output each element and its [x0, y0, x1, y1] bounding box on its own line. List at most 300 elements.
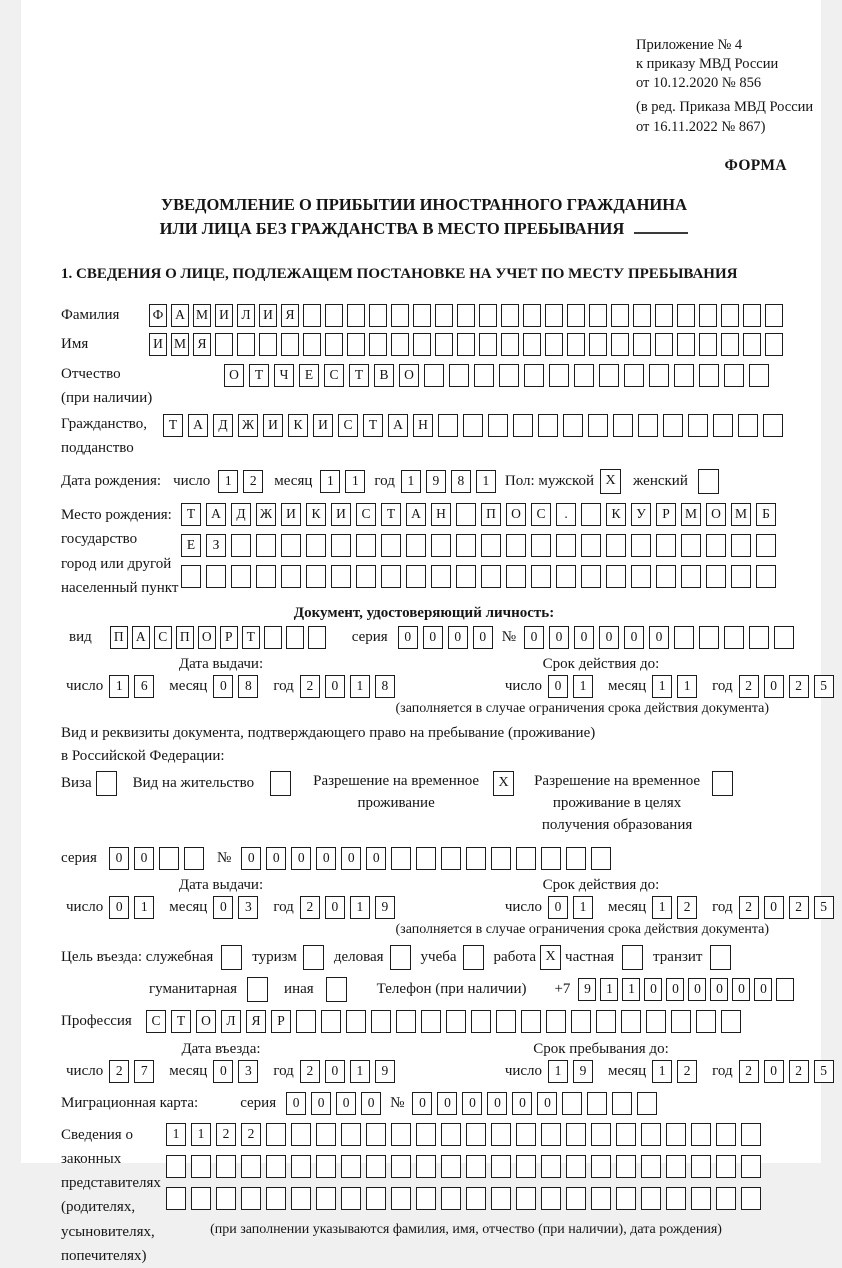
visa-checkbox[interactable] [96, 771, 117, 796]
char-box[interactable] [611, 304, 629, 327]
char-box[interactable]: И [281, 503, 301, 526]
char-box[interactable]: 1 [573, 896, 593, 919]
char-box[interactable] [666, 1123, 686, 1146]
char-box[interactable]: Т [242, 626, 260, 649]
char-box[interactable]: К [306, 503, 326, 526]
char-box[interactable] [356, 565, 376, 588]
char-box[interactable] [446, 1010, 466, 1033]
char-box[interactable]: 1 [476, 470, 496, 493]
char-box[interactable] [641, 1187, 661, 1210]
char-box[interactable] [599, 364, 619, 387]
char-box[interactable] [587, 1092, 607, 1115]
char-box[interactable] [256, 534, 276, 557]
char-box[interactable]: 2 [677, 896, 697, 919]
char-box[interactable]: 1 [350, 1060, 370, 1083]
char-box[interactable] [369, 304, 387, 327]
char-box[interactable]: 0 [649, 626, 669, 649]
char-box[interactable] [638, 414, 658, 437]
char-box[interactable] [391, 333, 409, 356]
char-box[interactable]: 0 [325, 1060, 345, 1083]
char-box[interactable]: 0 [644, 978, 662, 1001]
char-box[interactable]: 0 [412, 1092, 432, 1115]
char-box[interactable]: 0 [524, 626, 544, 649]
char-box[interactable]: 1 [345, 470, 365, 493]
char-box[interactable] [316, 1187, 336, 1210]
char-box[interactable] [756, 565, 776, 588]
char-box[interactable]: 0 [398, 626, 418, 649]
char-box[interactable] [181, 565, 201, 588]
char-box[interactable]: 1 [320, 470, 340, 493]
char-box[interactable] [616, 1187, 636, 1210]
char-box[interactable] [571, 1010, 591, 1033]
char-box[interactable]: 9 [375, 1060, 395, 1083]
char-box[interactable]: И [259, 304, 277, 327]
char-box[interactable] [457, 333, 475, 356]
char-box[interactable]: 9 [573, 1060, 593, 1083]
char-box[interactable] [699, 304, 717, 327]
char-box[interactable]: 2 [739, 675, 759, 698]
char-box[interactable]: П [110, 626, 128, 649]
char-box[interactable] [574, 364, 594, 387]
char-box[interactable]: У [631, 503, 651, 526]
char-box[interactable]: Я [246, 1010, 266, 1033]
char-box[interactable]: Т [181, 503, 201, 526]
char-box[interactable]: 2 [241, 1123, 261, 1146]
char-box[interactable] [346, 1010, 366, 1033]
char-box[interactable] [391, 1187, 411, 1210]
char-box[interactable] [633, 333, 651, 356]
char-box[interactable] [281, 565, 301, 588]
char-box[interactable]: И [149, 333, 167, 356]
char-box[interactable] [691, 1123, 711, 1146]
char-box[interactable]: Е [181, 534, 201, 557]
char-box[interactable] [416, 847, 436, 870]
char-box[interactable]: 0 [361, 1092, 381, 1115]
char-box[interactable] [466, 1187, 486, 1210]
char-box[interactable]: 0 [549, 626, 569, 649]
char-box[interactable] [479, 333, 497, 356]
char-box[interactable] [616, 1123, 636, 1146]
char-box[interactable]: 0 [462, 1092, 482, 1115]
char-box[interactable] [541, 1155, 561, 1178]
char-box[interactable] [184, 847, 204, 870]
char-box[interactable]: 2 [300, 1060, 320, 1083]
char-box[interactable] [741, 1155, 761, 1178]
char-box[interactable] [308, 626, 326, 649]
purpose-other-checkbox[interactable] [326, 977, 347, 1002]
char-box[interactable]: Р [656, 503, 676, 526]
char-box[interactable] [716, 1123, 736, 1146]
char-box[interactable]: 0 [710, 978, 728, 1001]
char-box[interactable] [656, 565, 676, 588]
char-box[interactable] [303, 333, 321, 356]
char-box[interactable] [616, 1155, 636, 1178]
char-box[interactable] [259, 333, 277, 356]
char-box[interactable] [721, 333, 739, 356]
char-box[interactable]: 1 [109, 675, 129, 698]
char-box[interactable]: 0 [286, 1092, 306, 1115]
char-box[interactable] [391, 304, 409, 327]
char-box[interactable] [666, 1155, 686, 1178]
char-box[interactable] [631, 565, 651, 588]
char-box[interactable] [681, 565, 701, 588]
char-box[interactable]: 0 [537, 1092, 557, 1115]
temp-residence-checkbox[interactable]: X [493, 771, 514, 796]
char-box[interactable] [441, 847, 461, 870]
char-box[interactable]: 8 [375, 675, 395, 698]
char-box[interactable] [588, 414, 608, 437]
char-box[interactable]: 0 [325, 675, 345, 698]
char-box[interactable]: Д [213, 414, 233, 437]
char-box[interactable]: 0 [291, 847, 311, 870]
char-box[interactable]: 1 [134, 896, 154, 919]
char-box[interactable]: 0 [336, 1092, 356, 1115]
char-box[interactable] [516, 1155, 536, 1178]
char-box[interactable] [191, 1155, 211, 1178]
char-box[interactable] [369, 333, 387, 356]
char-box[interactable] [596, 1010, 616, 1033]
char-box[interactable]: 0 [764, 1060, 784, 1083]
char-box[interactable]: 5 [814, 896, 834, 919]
char-box[interactable] [413, 333, 431, 356]
char-box[interactable]: С [531, 503, 551, 526]
char-box[interactable]: 2 [739, 1060, 759, 1083]
purpose-humanitarian-checkbox[interactable] [247, 977, 268, 1002]
char-box[interactable] [457, 304, 475, 327]
char-box[interactable] [749, 364, 769, 387]
char-box[interactable] [699, 333, 717, 356]
char-box[interactable]: 2 [789, 1060, 809, 1083]
char-box[interactable] [591, 1187, 611, 1210]
char-box[interactable] [356, 534, 376, 557]
char-box[interactable]: 0 [473, 626, 493, 649]
char-box[interactable] [266, 1123, 286, 1146]
char-box[interactable]: Р [271, 1010, 291, 1033]
char-box[interactable] [591, 1123, 611, 1146]
char-box[interactable] [347, 304, 365, 327]
char-box[interactable]: 0 [764, 896, 784, 919]
char-box[interactable] [612, 1092, 632, 1115]
char-box[interactable] [541, 1123, 561, 1146]
char-box[interactable] [516, 847, 536, 870]
char-box[interactable] [624, 364, 644, 387]
char-box[interactable] [671, 1010, 691, 1033]
char-box[interactable]: 0 [599, 626, 619, 649]
char-box[interactable] [215, 333, 233, 356]
purpose-work-checkbox[interactable]: X [540, 945, 561, 970]
char-box[interactable]: 9 [375, 896, 395, 919]
char-box[interactable] [699, 626, 719, 649]
char-box[interactable] [743, 304, 761, 327]
char-box[interactable] [674, 364, 694, 387]
char-box[interactable]: Е [299, 364, 319, 387]
char-box[interactable]: 1 [166, 1123, 186, 1146]
char-box[interactable]: С [356, 503, 376, 526]
char-box[interactable] [488, 414, 508, 437]
char-box[interactable]: О [399, 364, 419, 387]
char-box[interactable]: 0 [448, 626, 468, 649]
char-box[interactable] [516, 1123, 536, 1146]
char-box[interactable] [241, 1155, 261, 1178]
char-box[interactable]: 1 [622, 978, 640, 1001]
char-box[interactable]: И [313, 414, 333, 437]
char-box[interactable] [566, 1155, 586, 1178]
char-box[interactable] [591, 847, 611, 870]
char-box[interactable]: 0 [754, 978, 772, 1001]
char-box[interactable] [266, 1155, 286, 1178]
purpose-tourism-checkbox[interactable] [303, 945, 324, 970]
char-box[interactable] [521, 1010, 541, 1033]
char-box[interactable] [506, 565, 526, 588]
char-box[interactable] [391, 1155, 411, 1178]
char-box[interactable] [438, 414, 458, 437]
char-box[interactable] [191, 1187, 211, 1210]
residence-permit-checkbox[interactable] [270, 771, 291, 796]
char-box[interactable] [666, 1187, 686, 1210]
char-box[interactable] [741, 1187, 761, 1210]
char-box[interactable] [491, 1187, 511, 1210]
char-box[interactable] [366, 1155, 386, 1178]
char-box[interactable] [591, 1155, 611, 1178]
char-box[interactable] [724, 364, 744, 387]
char-box[interactable]: 1 [652, 1060, 672, 1083]
char-box[interactable] [316, 1155, 336, 1178]
char-box[interactable]: А [188, 414, 208, 437]
char-box[interactable]: 0 [325, 896, 345, 919]
char-box[interactable] [523, 304, 541, 327]
char-box[interactable]: Т [363, 414, 383, 437]
char-box[interactable] [441, 1123, 461, 1146]
char-box[interactable]: И [215, 304, 233, 327]
char-box[interactable] [774, 626, 794, 649]
char-box[interactable]: 1 [350, 675, 370, 698]
char-box[interactable] [441, 1187, 461, 1210]
purpose-official-checkbox[interactable] [221, 945, 242, 970]
char-box[interactable] [567, 333, 585, 356]
char-box[interactable]: И [331, 503, 351, 526]
char-box[interactable]: 1 [652, 896, 672, 919]
char-box[interactable] [706, 565, 726, 588]
char-box[interactable] [231, 534, 251, 557]
char-box[interactable] [166, 1187, 186, 1210]
char-box[interactable] [256, 565, 276, 588]
char-box[interactable] [421, 1010, 441, 1033]
char-box[interactable] [743, 333, 761, 356]
char-box[interactable] [291, 1123, 311, 1146]
char-box[interactable] [166, 1155, 186, 1178]
char-box[interactable] [688, 414, 708, 437]
char-box[interactable] [303, 304, 321, 327]
char-box[interactable] [531, 534, 551, 557]
char-box[interactable] [435, 333, 453, 356]
char-box[interactable]: И [263, 414, 283, 437]
char-box[interactable]: Н [413, 414, 433, 437]
char-box[interactable] [646, 1010, 666, 1033]
char-box[interactable]: 0 [688, 978, 706, 1001]
purpose-study-checkbox[interactable] [463, 945, 484, 970]
char-box[interactable] [556, 565, 576, 588]
char-box[interactable] [655, 333, 673, 356]
char-box[interactable]: К [606, 503, 626, 526]
char-box[interactable] [713, 414, 733, 437]
char-box[interactable] [749, 626, 769, 649]
char-box[interactable]: 2 [789, 675, 809, 698]
char-box[interactable] [763, 414, 783, 437]
char-box[interactable]: 1 [548, 1060, 568, 1083]
char-box[interactable]: 0 [487, 1092, 507, 1115]
sex-male-checkbox[interactable]: X [600, 469, 621, 494]
char-box[interactable] [674, 626, 694, 649]
char-box[interactable] [562, 1092, 582, 1115]
char-box[interactable] [721, 304, 739, 327]
char-box[interactable] [481, 565, 501, 588]
char-box[interactable]: 2 [243, 470, 263, 493]
char-box[interactable] [765, 304, 783, 327]
char-box[interactable]: С [154, 626, 172, 649]
char-box[interactable]: 2 [109, 1060, 129, 1083]
char-box[interactable]: Т [163, 414, 183, 437]
char-box[interactable] [216, 1155, 236, 1178]
char-box[interactable] [541, 847, 561, 870]
char-box[interactable]: Т [349, 364, 369, 387]
char-box[interactable]: 0 [512, 1092, 532, 1115]
purpose-private-checkbox[interactable] [622, 945, 643, 970]
char-box[interactable] [513, 414, 533, 437]
char-box[interactable]: О [706, 503, 726, 526]
char-box[interactable]: 0 [764, 675, 784, 698]
char-box[interactable] [424, 364, 444, 387]
char-box[interactable]: О [196, 1010, 216, 1033]
char-box[interactable] [413, 304, 431, 327]
char-box[interactable]: 9 [426, 470, 446, 493]
char-box[interactable] [331, 534, 351, 557]
char-box[interactable] [721, 1010, 741, 1033]
char-box[interactable] [589, 304, 607, 327]
char-box[interactable] [435, 304, 453, 327]
char-box[interactable] [611, 333, 629, 356]
char-box[interactable] [466, 1155, 486, 1178]
char-box[interactable] [641, 1155, 661, 1178]
char-box[interactable] [441, 1155, 461, 1178]
char-box[interactable]: Л [237, 304, 255, 327]
char-box[interactable] [431, 534, 451, 557]
char-box[interactable] [296, 1010, 316, 1033]
char-box[interactable] [264, 626, 282, 649]
char-box[interactable]: М [681, 503, 701, 526]
char-box[interactable] [546, 1010, 566, 1033]
char-box[interactable] [321, 1010, 341, 1033]
char-box[interactable]: М [171, 333, 189, 356]
char-box[interactable]: Я [281, 304, 299, 327]
char-box[interactable]: А [171, 304, 189, 327]
char-box[interactable] [656, 534, 676, 557]
char-box[interactable] [731, 534, 751, 557]
char-box[interactable] [325, 333, 343, 356]
char-box[interactable]: Я [193, 333, 211, 356]
char-box[interactable]: Ж [238, 414, 258, 437]
char-box[interactable]: 0 [341, 847, 361, 870]
char-box[interactable] [677, 333, 695, 356]
char-box[interactable]: О [224, 364, 244, 387]
char-box[interactable] [206, 565, 226, 588]
char-box[interactable] [456, 534, 476, 557]
char-box[interactable]: 2 [300, 675, 320, 698]
char-box[interactable]: 0 [574, 626, 594, 649]
char-box[interactable] [391, 1123, 411, 1146]
char-box[interactable]: 2 [677, 1060, 697, 1083]
char-box[interactable] [567, 304, 585, 327]
char-box[interactable]: 2 [216, 1123, 236, 1146]
char-box[interactable]: 1 [652, 675, 672, 698]
char-box[interactable]: 0 [366, 847, 386, 870]
char-box[interactable]: 0 [109, 847, 129, 870]
char-box[interactable]: 1 [218, 470, 238, 493]
char-box[interactable] [776, 978, 794, 1001]
char-box[interactable]: 3 [238, 896, 258, 919]
char-box[interactable] [724, 626, 744, 649]
char-box[interactable]: Р [220, 626, 238, 649]
char-box[interactable]: 0 [624, 626, 644, 649]
char-box[interactable] [633, 304, 651, 327]
char-box[interactable] [291, 1155, 311, 1178]
char-box[interactable] [159, 847, 179, 870]
char-box[interactable] [696, 1010, 716, 1033]
char-box[interactable]: М [731, 503, 751, 526]
char-box[interactable]: 0 [423, 626, 443, 649]
char-box[interactable]: 0 [266, 847, 286, 870]
char-box[interactable] [531, 565, 551, 588]
char-box[interactable]: 0 [213, 896, 233, 919]
char-box[interactable] [499, 364, 519, 387]
char-box[interactable] [416, 1123, 436, 1146]
char-box[interactable]: Т [249, 364, 269, 387]
char-box[interactable]: Т [381, 503, 401, 526]
char-box[interactable] [281, 333, 299, 356]
char-box[interactable] [538, 414, 558, 437]
char-box[interactable] [491, 1123, 511, 1146]
char-box[interactable]: К [288, 414, 308, 437]
char-box[interactable] [541, 1187, 561, 1210]
char-box[interactable]: 0 [213, 1060, 233, 1083]
char-box[interactable] [581, 503, 601, 526]
char-box[interactable] [549, 364, 569, 387]
char-box[interactable]: 0 [437, 1092, 457, 1115]
char-box[interactable] [606, 534, 626, 557]
char-box[interactable]: . [556, 503, 576, 526]
char-box[interactable] [563, 414, 583, 437]
char-box[interactable] [341, 1123, 361, 1146]
char-box[interactable] [366, 1187, 386, 1210]
char-box[interactable] [606, 565, 626, 588]
char-box[interactable]: С [324, 364, 344, 387]
char-box[interactable] [456, 565, 476, 588]
char-box[interactable] [331, 565, 351, 588]
char-box[interactable] [381, 534, 401, 557]
char-box[interactable]: 3 [238, 1060, 258, 1083]
char-box[interactable] [241, 1187, 261, 1210]
char-box[interactable]: А [132, 626, 150, 649]
char-box[interactable]: 0 [732, 978, 750, 1001]
char-box[interactable] [556, 534, 576, 557]
char-box[interactable]: Н [431, 503, 451, 526]
char-box[interactable] [306, 565, 326, 588]
char-box[interactable] [566, 1187, 586, 1210]
char-box[interactable] [699, 364, 719, 387]
char-box[interactable] [216, 1187, 236, 1210]
char-box[interactable] [589, 333, 607, 356]
char-box[interactable] [406, 565, 426, 588]
char-box[interactable]: 8 [238, 675, 258, 698]
